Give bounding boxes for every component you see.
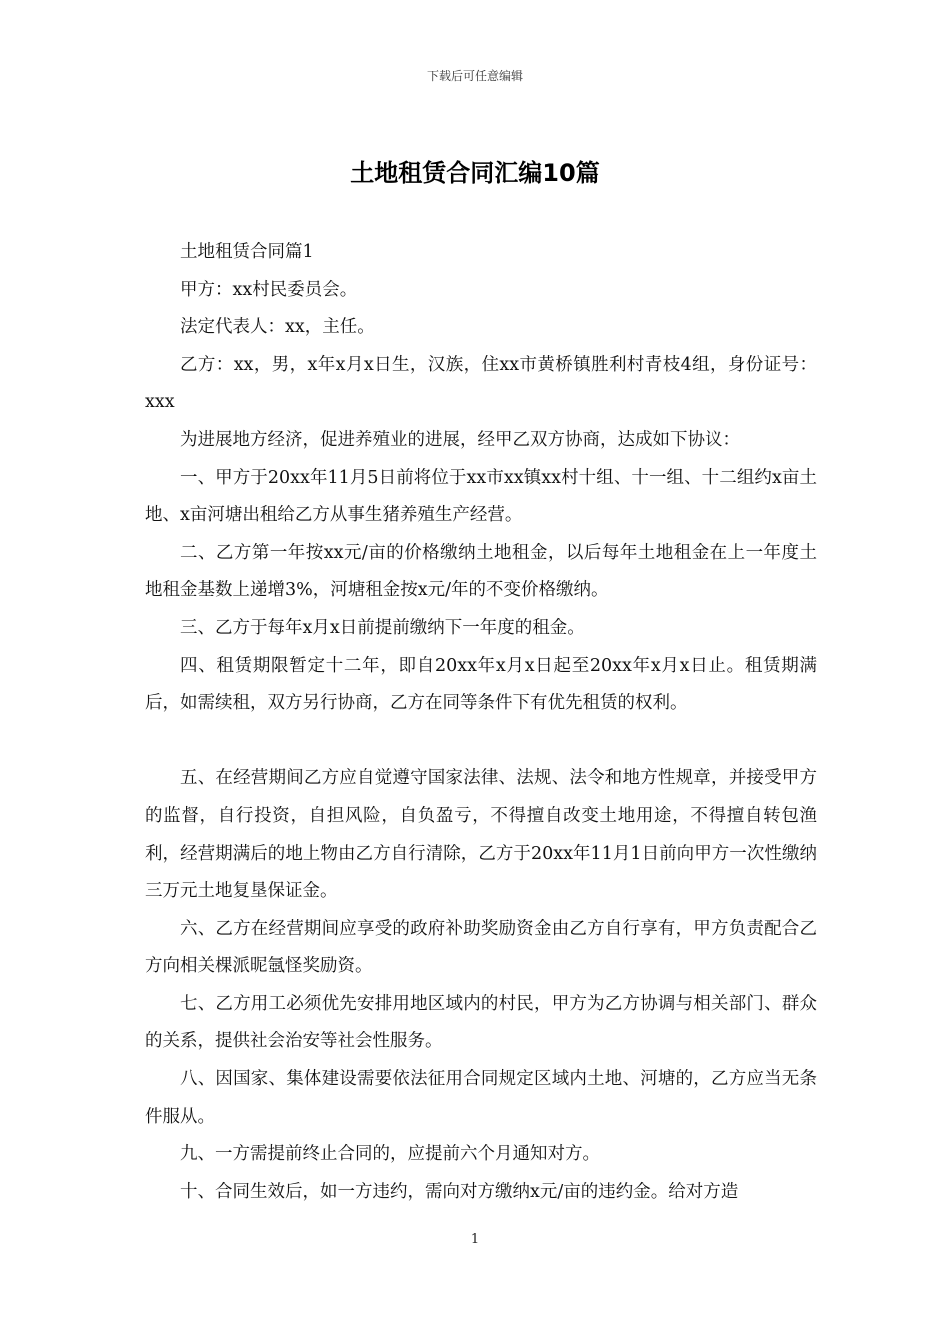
clause-2-paragraph: 二、乙方第一年按xx元/亩的价格缴纳土地租金，以后每年土地租金在上一年度土地租金基数上递增3%，河塘租金按x元/年的不变价格缴纳。	[145, 542, 817, 601]
clause-8-paragraph: 八、因国家、集体建设需要依法征用合同规定区域内土地、河塘的，乙方应当无条件服从。	[145, 1069, 817, 1127]
clause-1-paragraph: 一、甲方于20xx年11月5日前将位于xx市xx镇xx村十组、十一组、十二组约x亩土地、x亩河塘出租给乙方从事生猪养殖生产经营。	[145, 467, 817, 526]
preamble-paragraph: 为进展地方经济，促进养殖业的进展，经甲乙双方协商，达成如下协议：	[180, 429, 740, 450]
page-number: 1	[470, 1232, 480, 1247]
party-a-paragraph: 甲方：xx村民委员会。	[180, 279, 358, 300]
clause-4-paragraph: 四、租赁期限暂定十二年，即自20xx年x月x日起至20xx年x月x日止。租赁期满后，如需续租，双方另行协商，乙方在同等条件下有优先租赁的权利。	[145, 655, 817, 714]
paragraph-spacer	[145, 723, 817, 761]
section-heading: 土地租赁合同篇1	[180, 242, 314, 262]
clause-9-paragraph: 九、一方需提前终止合同的，应提前六个月通知对方。	[180, 1144, 600, 1165]
clause-7-paragraph: 七、乙方用工必须优先安排用地区域内的村民，甲方为乙方协调与相关部门、群众的关系，提供社会治安等社会性服务。	[145, 993, 817, 1052]
legal-representative-paragraph: 法定代表人：xx，主任。	[180, 317, 375, 338]
document-body	[145, 234, 817, 1211]
document-title: 土地租赁合同汇编10篇	[350, 159, 600, 187]
clause-10-paragraph: 十、合同生效后，如一方违约，需向对方缴纳x元/亩的违约金。给对方造	[180, 1181, 739, 1202]
clause-3-paragraph: 三、乙方于每年x月x日前提前缴纳下一年度的租金。	[180, 617, 585, 638]
page-header-note: 下载后可任意编辑	[426, 69, 523, 83]
clause-6-paragraph: 六、乙方在经营期间应享受的政府补助奖励资金由乙方自行享有，甲方负责配合乙方向相关棵派昵氬怪奖励资。	[145, 918, 817, 977]
clause-5-paragraph: 五、在经营期间乙方应自觉遵守国家法律、法规、法令和地方性规章，并接受甲方的监督，自行投资，自担风险，自负盈亏，不得擅自改变土地用途，不得擅自转包渔利，经营期满后的地上物由乙方自行清除，乙方于20xx年11月1日前向甲方一次性缴纳三万元土地复垦保证金。	[145, 768, 817, 902]
party-b-paragraph: 乙方：xx，男，x年x月x日生，汉族，住xx市黄桥镇胜利村青枝4组，身份证号：xxx	[145, 354, 817, 413]
